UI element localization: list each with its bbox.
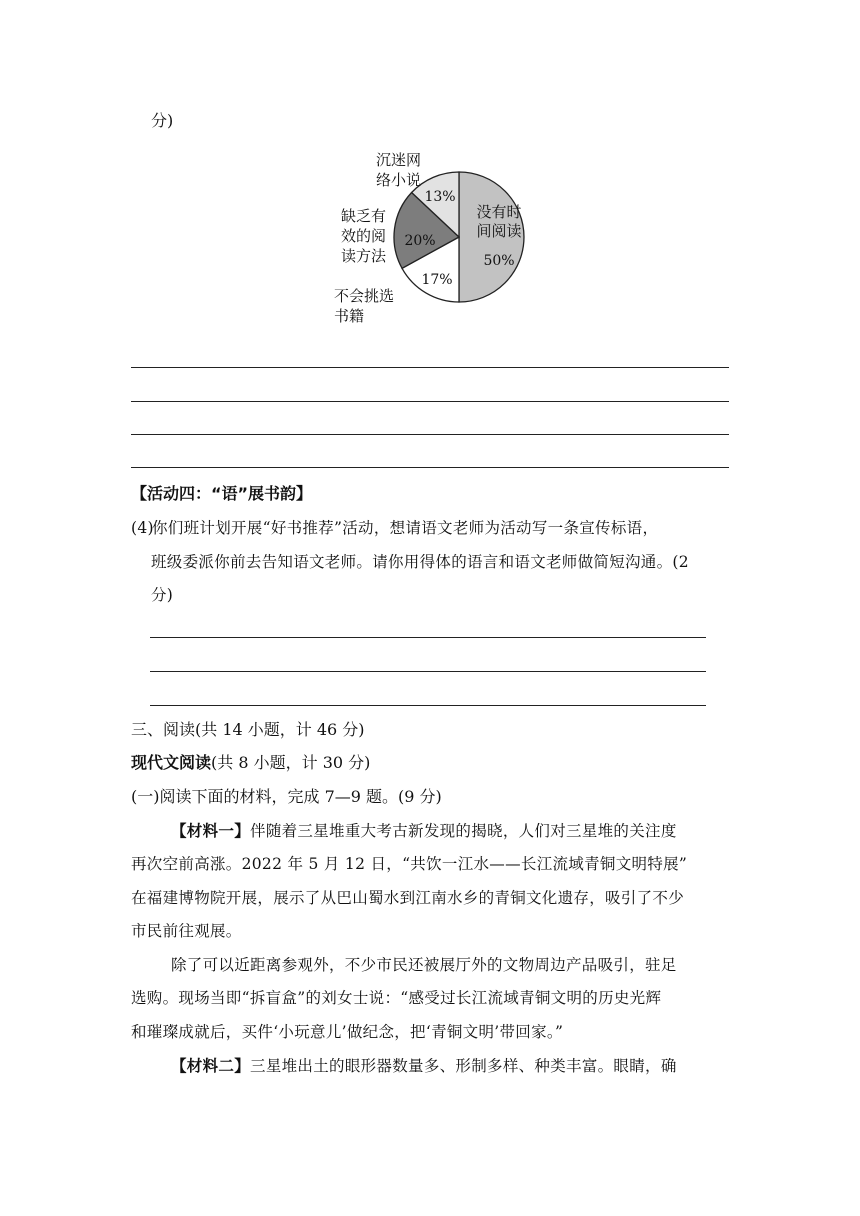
activity4-heading: 【活动四：“语”展书韵】 [131,484,313,503]
material1-tag: 【材料一】 [171,822,251,840]
label-line: 读方法 [341,247,387,265]
slice-category-label: 没有时 [476,203,522,221]
answer-line[interactable] [131,434,729,435]
label-cannot-choose [334,286,394,326]
slice-value-label: 50% [483,253,515,269]
slice-value-label: 20% [404,233,436,249]
label-lack-method [341,206,386,266]
modern-reading-title: 现代文阅读 [131,753,212,772]
material2-tag: 【材料二】 [171,1057,251,1075]
answer-line[interactable] [150,637,706,638]
slice-value-label: 17% [421,272,453,288]
section-heading [131,720,365,740]
material1-line [171,821,677,841]
label-line: 不会挑选 [334,287,395,305]
material1-line: 再次空前高涨。2022 年 5 月 12 日，“共饮一江水——长江流域青铜文明特展” [131,855,688,873]
material1-text: 伴随着三星堆重大考古新发现的揭晓，人们对三星堆的关注度 [250,822,677,840]
label-addicted-novels [376,150,421,190]
answer-line[interactable] [131,467,729,468]
answer-line[interactable] [131,401,729,402]
material1-line: 市民前往观展。 [131,922,242,940]
paragraph2-line: 和璀璨成就后，买件‘小玩意儿’做纪念，把‘青铜文明’带回家。” [131,1023,564,1041]
continuation-score: 分) [151,111,174,130]
question-4-line: 你们班计划开展“好书推荐”活动，想请语文老师为活动写一条宣传标语， [152,519,659,537]
material2-line [171,1056,677,1076]
label-line: 络小说 [376,171,422,189]
answer-line[interactable] [131,367,729,368]
question-4-number: (4) [131,519,154,537]
paragraph2-line: 除了可以近距离参观外，不少市民还被展厅外的文物周边产品吸引，驻足 [171,956,677,974]
paragraph2-line: 选购。现场当即“拆盲盒”的刘女士说：“感受过长江流域青铜文明的历史光辉 [131,989,662,1007]
question-4-line: 分) [151,586,174,604]
label-line: 书籍 [334,307,365,325]
slice-category-label: 间阅读 [476,222,522,240]
question-4-line: 班级委派你前去告知语文老师。请你用得体的语言和语文老师做简短沟通。(2 [151,553,689,571]
modern-reading-count: (共 8 小题，计 30 分) [211,753,371,772]
answer-line[interactable] [150,671,706,672]
label-line: 沉迷网 [376,151,422,169]
label-line: 效的阅 [341,227,387,245]
answer-line[interactable] [150,705,706,706]
slice-value-label: 13% [424,189,456,205]
label-line: 缺乏有 [341,207,387,225]
part1-instruction: (一)阅读下面的材料，完成 7—9 题。(9 分) [131,787,442,806]
modern-reading-heading [131,753,370,773]
section-heading-text: 三、阅读(共 14 小题，计 46 分) [131,720,365,739]
material2-text: 三星堆出土的眼形器数量多、形制多样、种类丰富。眼睛，确 [250,1057,677,1075]
material1-line: 在福建博物院开展，展示了从巴山蜀水到江南水乡的青铜文化遗存，吸引了不少 [131,889,685,907]
